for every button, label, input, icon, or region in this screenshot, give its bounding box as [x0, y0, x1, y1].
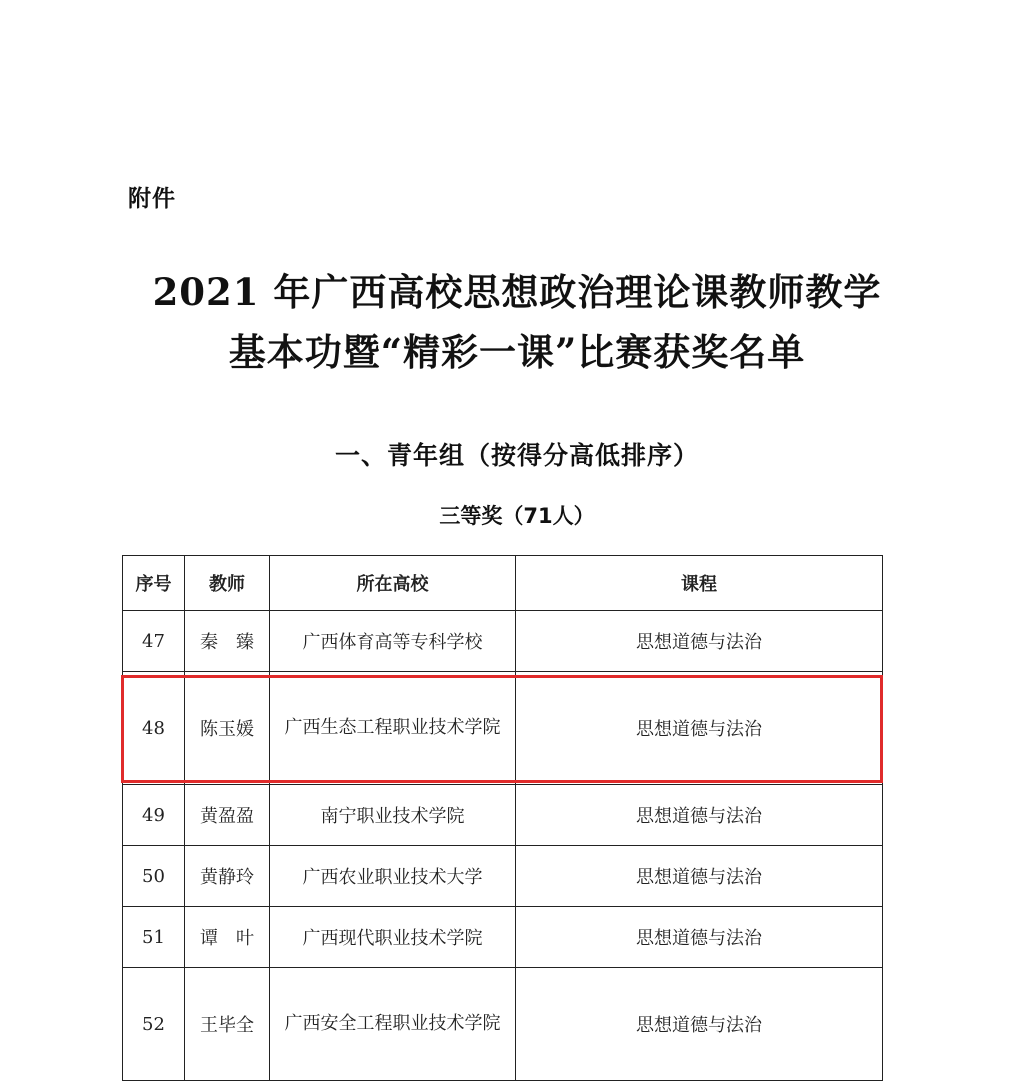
section-title: 一、青年组（按得分高低排序）: [334, 441, 699, 470]
row-school: 广西现代职业技术学院: [270, 907, 516, 968]
header-number: 序号: [123, 556, 185, 611]
row-teacher: 陈玉媛: [185, 672, 270, 785]
document-title-line-1: 2021 年广西高校思想政治理论课教师教学: [152, 270, 882, 314]
attachment-label: 附件: [128, 186, 176, 212]
row-course: 思想道德与法治: [516, 611, 883, 672]
row-teacher: 黄静玲: [185, 846, 270, 907]
row-course: 思想道德与法治: [516, 785, 883, 846]
table-row: [123, 968, 883, 1081]
row-number: 47: [123, 611, 185, 672]
row-course: 思想道德与法治: [516, 907, 883, 968]
table-row-highlighted: [123, 672, 883, 785]
table-row: [123, 907, 883, 968]
row-course: 思想道德与法治: [516, 846, 883, 907]
row-school: 广西体育高等专科学校: [270, 611, 516, 672]
row-school: 南宁职业技术学院: [270, 785, 516, 846]
table-row: [123, 785, 883, 846]
header-school: 所在高校: [270, 556, 516, 611]
row-number: 48: [123, 672, 185, 785]
row-teacher: 黄盈盈: [185, 785, 270, 846]
row-school: 广西生态工程职业技术学院: [270, 672, 516, 785]
table-header-row: [123, 556, 883, 611]
awards-table: [122, 555, 883, 1081]
row-course: 思想道德与法治: [516, 968, 883, 1081]
row-number: 52: [123, 968, 185, 1081]
header-teacher: 教师: [185, 556, 270, 611]
row-school: 广西安全工程职业技术学院: [270, 968, 516, 1081]
table-row: [123, 611, 883, 672]
award-level-title: 三等奖（71人）: [439, 504, 595, 528]
row-number: 49: [123, 785, 185, 846]
row-teacher: 谭 叶: [185, 907, 270, 968]
row-teacher: 秦 臻: [185, 611, 270, 672]
table-row: [123, 846, 883, 907]
document-title-line-2: 基本功暨“精彩一课”比赛获奖名单: [228, 330, 806, 374]
row-course: 思想道德与法治: [516, 672, 883, 785]
row-teacher: 王毕全: [185, 968, 270, 1081]
row-school: 广西农业职业技术大学: [270, 846, 516, 907]
row-number: 51: [123, 907, 185, 968]
row-number: 50: [123, 846, 185, 907]
header-course: 课程: [516, 556, 883, 611]
